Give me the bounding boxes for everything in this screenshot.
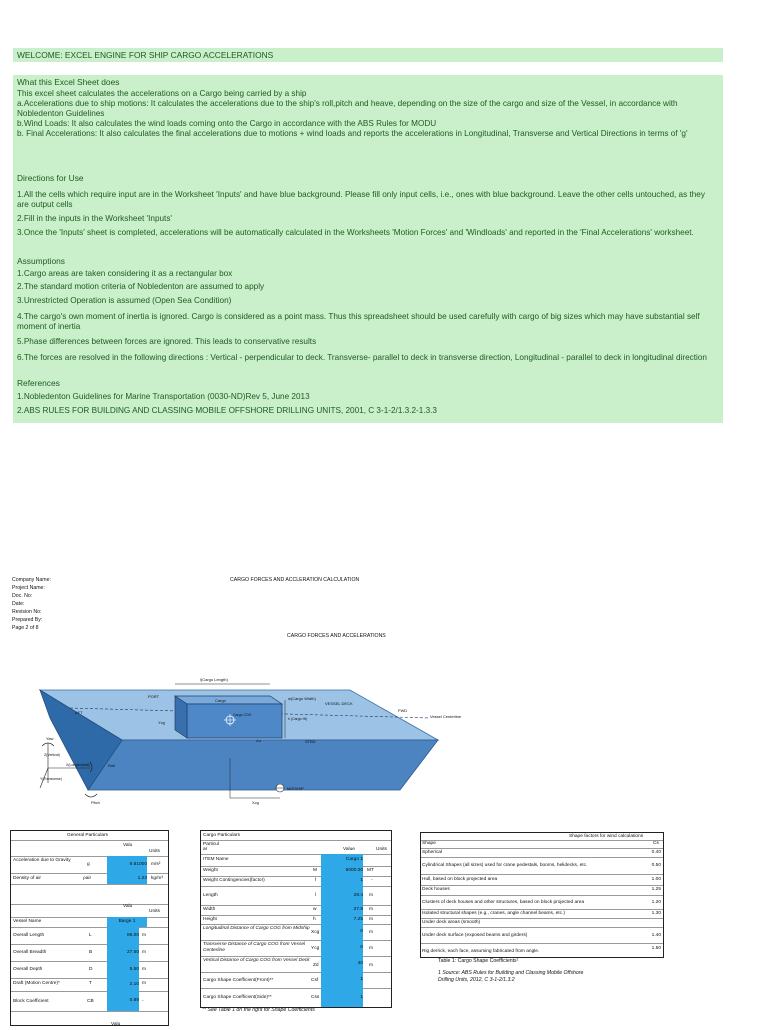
cargo-row-name: Transverse Distance of Cargo COG from Vessel Centerline: [203, 942, 306, 953]
assumptions-heading: Assumptions: [17, 256, 65, 266]
sheet-title-2: CARGO FORCES AND ACCELERATIONS: [287, 633, 386, 639]
shape-row-name: Deck houses: [422, 887, 450, 892]
pitch-arrow-icon: [85, 794, 97, 797]
cargo-row-unit: MT: [367, 868, 374, 873]
cargo-row-unit: m: [369, 917, 373, 922]
label-transverse: Y(Transverse): [40, 777, 63, 781]
cargo-title: Cargo Particulars: [203, 833, 241, 838]
shape-row-name: Spherical: [422, 850, 442, 855]
cargo-row-val[interactable]: 5000.00: [321, 866, 363, 876]
label-cargo-cog: Cargo COG: [233, 713, 252, 717]
meta-prepared: Prepared By:: [12, 617, 43, 623]
general-title: General Particulars: [67, 833, 109, 838]
intro-line-4: b. Final Accelerations: It also calculates the final accelerations due to motions + wind loads and reports the accelerations in Longitudinal, Transverse and Vertical Directions in terms of 'g': [17, 129, 688, 138]
cargo-col-units: Units: [376, 847, 387, 852]
general-row-name: Block Coefficient: [13, 999, 49, 1004]
directions-item-3: 3.Once the 'Inputs' sheet is completed, accelerations will be automatically calculated in the Worksheets 'Motion Forces' and 'Windloads' and reported in the 'Final Accelerations' worksheet.: [17, 228, 694, 237]
cargo-row-sym: M: [313, 868, 317, 873]
cargo-row-val[interactable]: 0: [321, 940, 363, 956]
references-heading: References: [17, 378, 60, 388]
cargo-row-val[interactable]: 1: [321, 988, 363, 1007]
cargo-row-val[interactable]: 28.4: [321, 886, 363, 905]
cargo-row-unit: m: [369, 930, 373, 935]
cargo-box-top: [175, 696, 282, 704]
general-row-val[interactable]: 0.89: [107, 991, 139, 1011]
meta-revision: Revision No:: [12, 609, 42, 615]
cargo-col-particular: Particul ar: [203, 842, 219, 852]
cargo-row-sym: Ycg: [311, 946, 320, 951]
cargo-row-name: Vertical Distance of Cargo COG from Vessel Deck: [203, 958, 310, 963]
general-row-sym: CB: [87, 999, 94, 1004]
general-row-name: Overall Length: [13, 933, 45, 938]
general-val-header: Valu: [123, 843, 133, 848]
shape-row-name: Hull, based on block projected area: [422, 877, 498, 882]
shape-row-name: Isolated structural shapes (e.g., cranes, angle channel beams, etc.): [422, 911, 565, 916]
assumption-4: 4.The cargo's own moment of inertia is ignored. Cargo is considered as a point mass. Thus this spreadsheet should be used carefully with cargo of big sizes which may have substantial self moment of inertia: [17, 312, 700, 331]
cargo-row-sym: Xcg: [311, 930, 320, 935]
general-row-name: Draft (Motion Centre)*: [13, 981, 60, 986]
general-row-name: Density of air: [13, 876, 41, 881]
general-row-val[interactable]: 9.81000: [107, 856, 147, 873]
directions-item-1: 1.All the cells which require input are in the Worksheet 'Inputs' and have blue background. Please fill only input cells, i.e., ones with blue background. Leave the other cells untouched, as they are output cells: [17, 190, 705, 209]
general-row-name: Overall Depth: [13, 967, 43, 972]
label-cargo-width: w(Cargo Width): [288, 696, 316, 701]
cargo-row-unit: m: [369, 963, 373, 968]
label-zd: Zd: [256, 738, 261, 743]
shape-row-val: 1.25: [651, 887, 661, 892]
cargo-row-val[interactable]: 0: [321, 924, 363, 940]
cargo-row-sym: h: [313, 917, 316, 922]
cargo-note: ** See Table 1 on the right for Shape Coefficients: [202, 1007, 315, 1013]
shape-caption: Table 1: Cargo Shape Coefficients¹: [438, 958, 519, 964]
general-particulars-table: [10, 830, 169, 1026]
general-row-unit: m: [142, 950, 146, 955]
label-xcg: Xcg: [252, 800, 259, 805]
cargo-row-sym: f: [315, 878, 317, 883]
shape-row-name: Rig derrick, each face, assuming fabricated from angle.: [422, 949, 540, 954]
intro-line-1: This excel sheet calculates the accelerations on a Cargo being carried by a ship: [17, 89, 307, 98]
label-longitudinal: X(Longitudinal): [66, 763, 90, 767]
cargo-row-sym: Zd: [313, 963, 319, 968]
general-row-val[interactable]: 5.50: [107, 961, 139, 978]
cargo-row-unit: m: [369, 907, 373, 912]
shape-row-name: Cylindrical Shapes (all sizes) used for crane pedestals, booms, helidecks, etc.: [422, 863, 588, 868]
general-val-header-2: Valu: [123, 904, 133, 909]
shape-col-shape: Shape: [422, 841, 436, 846]
directions-item-2: 2.Fill in the inputs in the Worksheet 'Inputs': [17, 214, 172, 223]
cargo-col-value: Value: [343, 847, 355, 852]
shape-row-name: Under deck surface (exposed beams and girders): [422, 933, 528, 938]
cargo-row-name: Width: [203, 907, 216, 912]
vessel-name-value[interactable]: Barge 1: [107, 917, 147, 927]
cargo-row-name: Weight: [203, 868, 218, 873]
meta-project: Project Name:: [12, 585, 45, 591]
label-midship: MIDSHIP: [287, 786, 304, 791]
intro-line-3: b.Wind Loads: It also calculates the wind loads coming onto the Cargo in accordance with the ABS Rules for MODU: [17, 119, 437, 128]
directions-heading: Directions for Use: [17, 173, 84, 183]
cargo-row-name: Length: [203, 893, 218, 898]
label-vertical: Z(Vertical): [44, 753, 60, 757]
vessel-hull-side: [88, 740, 438, 790]
cargo-row-name: Height: [203, 917, 217, 922]
shape-row-name: Clusters of deck houses and other structures, based on block projected area: [422, 900, 585, 905]
shape-factors-table: [420, 832, 664, 958]
vessel-name-label: Vessel Name: [13, 919, 42, 924]
label-roll: Roll: [108, 763, 115, 768]
general-row-sym: D: [89, 967, 93, 972]
shape-row-val: 1.30: [651, 911, 661, 916]
cargo-row-name: Cargo Shape Coefficient(Front)**: [203, 978, 274, 983]
shape-col-cs: Cs: [653, 841, 659, 846]
label-vessel-cl: Vessel Centerline: [430, 714, 462, 719]
intro-heading: What this Excel Sheet does: [17, 77, 120, 87]
shape-title: Shape factors for wind calculations: [569, 834, 644, 839]
reference-1: 1.Nobledenton Guidelines for Marine Transportation (0030-ND)Rev 5, June 2013: [17, 392, 310, 401]
label-vessel-deck: VESSEL DECK: [325, 701, 353, 706]
intro-line-2: a.Accelerations due to ship motions: It calculates the accelerations due to the ship's roll,pitch and heave, depending on the size of the cargo and size of the Vessel, in accordance with Nobledenton Guidelines: [17, 99, 678, 118]
shape-row-val: 0.40: [651, 850, 661, 855]
assumption-5: 5.Phase differences between forces are ignored. This leads to conservative results: [17, 337, 317, 346]
cargo-row-unit: m: [369, 893, 373, 898]
shape-source: 1 Source: ABS Rules for Building and Classing Mobile Offshore Drilling Units, 2012, C 3-1-2/1.3.2: [438, 970, 584, 983]
general-row-sym: g: [87, 862, 90, 867]
cargo-box-front: [187, 704, 282, 738]
cargo-row-sym: l: [315, 893, 317, 898]
welcome-title: WELCOME: EXCEL ENGINE FOR SHIP CARGO ACCELERATIONS: [17, 50, 274, 60]
cargo-row-val[interactable]: Cargo 1: [321, 854, 363, 866]
meta-page: Page 2 of 8: [12, 625, 39, 631]
general-row-val[interactable]: 27.50: [107, 944, 139, 961]
cargo-row-name: ITEM Name: [203, 857, 229, 862]
label-cargo-ht: h (Cargo Ht): [288, 717, 308, 721]
general-row-name: Overall Breadth: [13, 950, 47, 955]
cargo-row-val[interactable]: 40: [321, 956, 363, 972]
cargo-row-sym: Csf: [311, 978, 319, 983]
cargo-row-sym: Css: [311, 995, 320, 1000]
label-fwd: FWD: [398, 708, 408, 713]
general-row-sym: B: [89, 950, 93, 955]
general-row-unit: m: [142, 981, 146, 986]
cargo-row-name: Weight Contingencies(factor): [203, 878, 265, 883]
general-units-header: Units: [149, 849, 160, 854]
shape-row-name: Under deck areas (smooth): [422, 920, 481, 925]
label-ycg: Ycg: [158, 720, 165, 725]
cargo-row-val[interactable]: 1: [321, 972, 363, 988]
meta-doc: Doc. No:: [12, 593, 33, 599]
assumption-2: 2.The standard motion criteria of Nobledenton are assumed to apply: [17, 282, 265, 291]
meta-date: Date:: [12, 601, 25, 607]
general-row-unit: m/s²: [151, 862, 161, 867]
meta-company: Company Name:: [12, 577, 51, 583]
label-cargo-length: l(Cargo Length): [200, 677, 228, 682]
general-row-unit: m: [142, 967, 146, 972]
cargo-row-val[interactable]: 27.8: [321, 905, 363, 915]
general-row-unit: m: [142, 933, 146, 938]
general-row-unit: -: [142, 999, 144, 1004]
cargo-row-name: Longitudinal Distance of Cargo COG from Midship: [203, 926, 310, 931]
assumption-3: 3.Unrestricted Operation is assumed (Open Sea Condition): [17, 296, 232, 305]
general-row-sym: ρair: [83, 876, 92, 881]
cargo-row-val[interactable]: 1: [321, 876, 363, 886]
shape-row-val: 1.50: [651, 946, 661, 951]
general-row-val[interactable]: 1.23: [107, 873, 147, 884]
general-units-header-2: Units: [149, 909, 160, 914]
label-port: PORT: [148, 694, 160, 699]
reference-2: 2.ABS RULES FOR BUILDING AND CLASSING MOBILE OFFSHORE DRILLING UNITS, 2001, C 3-1-2/1.3.2-1.3.3: [17, 406, 437, 415]
general-row-name: Acceleration due to Gravity: [13, 858, 71, 863]
general-row-sym: L: [89, 933, 92, 938]
shape-row-val: 1.20: [651, 900, 661, 905]
general-val-header-3: Valu: [111, 1022, 121, 1027]
shape-row-val: 1.40: [651, 933, 661, 938]
shape-row-val: 1.00: [651, 877, 661, 882]
general-row-unit: kg/m³: [151, 876, 163, 881]
sheet-title-1: CARGO FORCES AND ACCLERATION CALCULATION: [230, 577, 360, 583]
label-stbd: STBD: [305, 739, 316, 744]
general-row-val[interactable]: 2.10: [107, 978, 139, 991]
label-aft: AFT: [75, 710, 83, 715]
cargo-row-unit: -: [371, 878, 373, 883]
cargo-row-val[interactable]: 7.25: [321, 915, 363, 924]
cargo-particulars-table: [200, 830, 392, 1008]
cargo-row-unit: m: [369, 946, 373, 951]
general-row-sym: T: [89, 981, 92, 986]
assumption-6: 6.The forces are resolved in the following directions : Vertical - perpendicular to deck. Transverse- parallel to deck in transverse direction, Longitudinal - parallel to deck in longitudinal direction: [17, 353, 707, 362]
assumption-1: 1.Cargo areas are taken considering it as a rectangular box: [17, 269, 233, 278]
label-yaw: Yaw: [46, 736, 54, 741]
general-row-val[interactable]: 86.00: [107, 927, 139, 944]
cargo-row-sym: w: [313, 907, 317, 912]
cargo-row-name: Cargo Shape Coefficient(Side)**: [203, 995, 272, 1000]
ship-diagram: [30, 648, 462, 808]
label-pitch: Pitch: [91, 800, 100, 805]
label-cargo: Cargo: [215, 698, 226, 703]
shape-row-val: 0.50: [651, 863, 661, 868]
